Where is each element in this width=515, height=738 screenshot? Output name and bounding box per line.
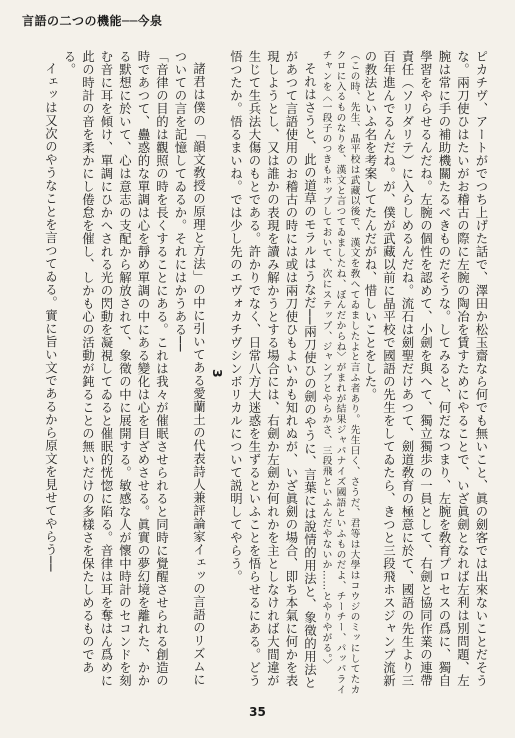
body-text <box>30 50 490 698</box>
section-number: 3 <box>210 369 225 379</box>
paragraph: 諸君は僕の「韻文敎授の原理と方法」の中に引いてある愛蘭土の代表詩人兼評論家イェッの言語のリズムについての言を記憶してゐるか。それにはかうある── <box>173 50 207 687</box>
paragraph: イェッは又次のやうなことを言つてゐる。實に旨い文であるから原文を見せてやらう── <box>43 62 59 573</box>
page-number: 35 <box>249 705 266 719</box>
paragraph: それはさうと、此の道草のモラルはうなだ──兩刀使ひの劍のやうに、言葉には說情的用法と、象徵的用法とがあつて言語使用のお稽古の時には或は兩刀使ひもよいかも知れぬが、いざ眞劍の場合、即ち本氣に何かを表現しようとし、又は誰かの表現を讀み解かうとする場合には、右劍か左劍か何れかを主としなければ大間違が生じて生兵法大傷のもとである。許かりでなく、日常八方大迷惑を生ずるといふことを悟らせるにある。どう悟つたか。悟るまいね。では少し先のエヴォカチヴシンボリカルについて説明してやらう。 <box>228 50 318 690</box>
paragraph: ピカチヴ、アートがでつち上げた話で、澤田か松玉齋なら何でも無いこと、眞の劍客では出來ないことだそうな。兩刀使ひはたいがお稽古の際に左腕の陶冶を賃すためにやることで、いざ眞劍となれば左利は別問題、左腕は常に手の補助機關たるべきものだそうな。してみると、何だなつまり、左腕を敎育プロセスの爲に、獨自學習をやらせるんだね。左腕の個性を認めて、小劍を與へて、獨立獨歩の一員として、右劍と協同作業の連帶責任（ソリダリテ）に入らしめるんだね。流石は劍聖だけあつて、劍道敎育の極意に於て、國語の先生より三百年進んでるんだね。が、僕が武藏以前に晶平校で國語の先生をしてゐたら、きつと三段飛ホスジャンプ流新の教法といふ名を考案してたんだがね、惜しいことをした。 <box>363 50 489 687</box>
parenthetical-note: （この時、先生、晶平校は武藏以後で、漢文を敎へてゐましたよと言ふ者あり。先生曰く、さうだ、君等は大學はコウジのミッにしてたカクロに入るものなりを、漢文と言つてゐましたね、ぽんだからね〉がまれが結果ジャパナイズ國語といふものだよ、チーチー、パッパライチャンを〈一段子のつきもホップしておいて、次にステップ、ジャンプとやらかさ、三段飛といふんだやないか……とやりやがる。〉 <box>320 50 360 695</box>
running-header: 言語の二つの機能──今泉 <box>22 14 163 28</box>
block-quote: 「音律の目的は觀照の時を長くすることにある。これは我々が催眠させられると同時に覺醒させられる創造の時であつて、蠱惑的な單調は心を靜め單調の中にある變化は心を目ざめさせる。眞實の夢幻境を離れた、かかる默想に於いて、心は意志の支配から解放されて、象徵の中に展開する。敏感な人が懷中時計のセコンドを刻む音に耳を傾け、單調にひかへされる光の閃動を凝視してゐると催眠的恍惚に陷る。音律は耳を奪はん爲めに此の時計の音を柔かにし倦怠を催し、しかも心の活動が鈍ることの無いだけの多樣さを保たしめるものである。 <box>62 50 170 687</box>
